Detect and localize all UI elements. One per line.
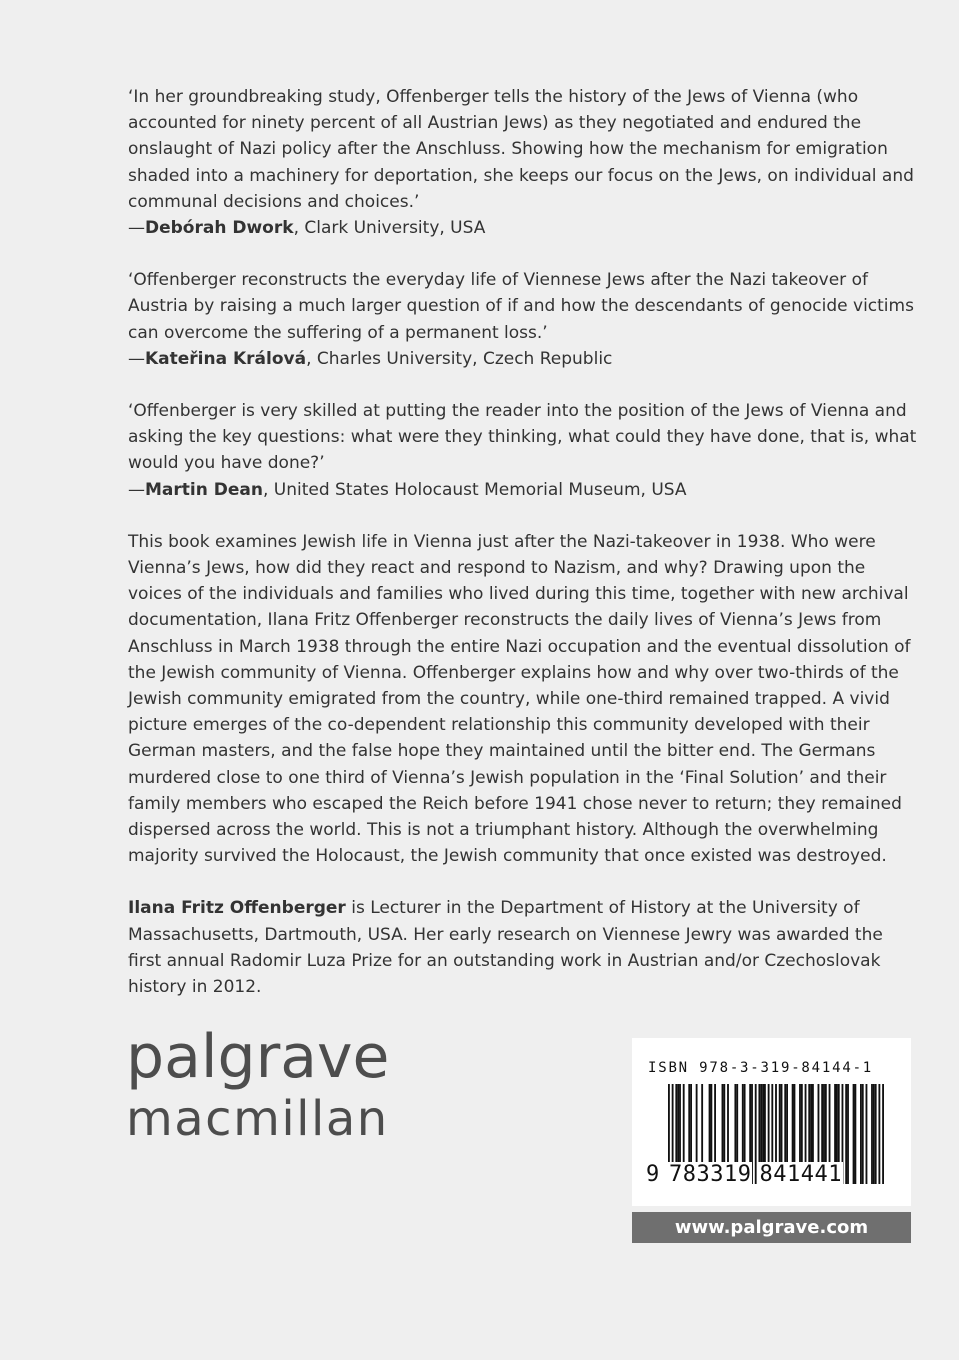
author-bio <box>128 895 918 1000</box>
quote-affiliation: , Clark University, USA <box>293 218 486 239</box>
barcode-digits <box>646 1162 896 1187</box>
review-quote <box>128 398 918 503</box>
back-cover-text <box>128 84 918 1026</box>
author-bio-text: is Lecturer in the Department of History at the University of Massachusetts, Dartmouth, USA. Her early research on Viennese Jewry was awarded the first annual Radomir Luza Prize for an outstanding work in Austrian and/or Czechoslovak history in 2012. <box>128 898 883 998</box>
barcode-group-2: 841441 <box>759 1162 842 1187</box>
book-description: This book examines Jewish life in Vienna just after the Nazi-takeover in 1938. Who were Vienna’s Jews, how did they react and respond to Nazism, and why? Drawing upon the voices of the individuals and families who lived during this time, together with new archival documentation, Ilana Fritz Offenberger reconstructs the daily lives of Vienna’s Jews from Anschluss in March 1938 through the entire Nazi occupation and the eventual dissolution of the Jewish community of Vienna. Offenberger explains how and why over two-thirds of the Jewish community emigrated from the country, while one-third remained trapped. A vivid picture emerges of the co-dependent relationship this community developed with their German masters, and the false hope they maintained until the bitter end. The Germans murdered close to one third of Vienna’s Jewish population in the ‘Final Solution’ and their family members who escaped the Reich before 1941 chose never to return; they remained dispersed across the world. This is not a triumphant history. Although the overwhelming majority survived the Holocaust, the Jewish community that once existed was destroyed. <box>128 531 911 867</box>
review-quote <box>128 84 918 241</box>
quote-affiliation: , United States Holocaust Memorial Museum, USA <box>262 479 687 500</box>
quote-author: Kateřina Králová <box>145 348 307 369</box>
barcode-group-1: 783319 <box>669 1162 752 1187</box>
isbn-barcode <box>632 1038 911 1206</box>
quote-text: ‘Offenberger is very skilled at putting the reader into the position of the Jews of Vienna and asking the key questions: what were they thinking, what could they have done, that is, what would you have done?’ <box>128 401 917 474</box>
author-name: Ilana Fritz Offenberger <box>128 898 346 919</box>
quote-author: Martin Dean <box>145 479 263 500</box>
publisher-logo-line1: palgrave <box>126 1022 390 1092</box>
review-quote <box>128 267 918 372</box>
quote-attribution: —Martin Dean, United States Holocaust Memorial Museum, USA <box>128 479 687 500</box>
quote-text: ‘Offenberger reconstructs the everyday life of Viennese Jews after the Nazi takeover of Austria by raising a much larger question of if and how the descendants of genocide victims can overcome the suffering of a permanent loss.’ <box>128 270 914 343</box>
publisher-logo <box>126 1022 389 1146</box>
publisher-logo-line2: macmillan <box>126 1091 389 1147</box>
quote-author: Debórah Dwork <box>145 218 294 239</box>
isbn-label: ISBN 978-3-319-84144-1 <box>648 1060 874 1076</box>
quote-text: ‘In her groundbreaking study, Offenberger tells the history of the Jews of Vienna (who accounted for ninety percent of all Austrian Jews) as they negotiated and endured the onslaught of Nazi policy after the Anschluss. Showing how the mechanism for emigration shaded into a machinery for deportation, she keeps our focus on the Jews, on individual and communal decisions and choices.’ <box>128 87 914 212</box>
quote-affiliation: , Charles University, Czech Republic <box>306 348 613 369</box>
barcode-first-digit: 9 <box>646 1162 660 1187</box>
quote-attribution: —Debórah Dwork, Clark University, USA <box>128 218 486 239</box>
quote-attribution: —Kateřina Králová, Charles University, Czech Republic <box>128 348 613 369</box>
publisher-url[interactable]: www.palgrave.com <box>632 1212 911 1243</box>
